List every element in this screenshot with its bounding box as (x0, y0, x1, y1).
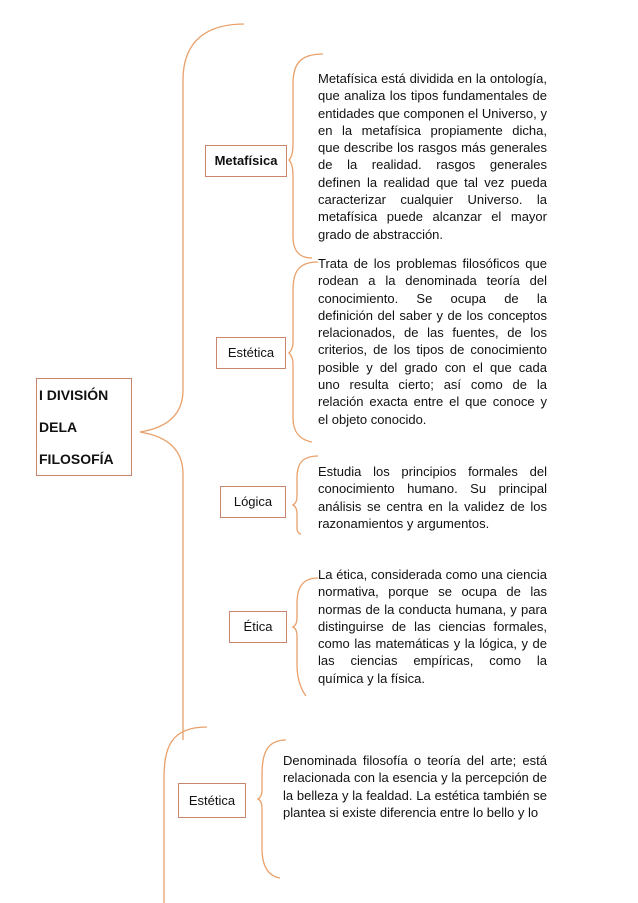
etica-brace (293, 578, 318, 696)
estetica-brace (289, 262, 318, 442)
root-line-2: DELA (39, 419, 78, 435)
branch-metafisica: Metafísica (205, 145, 287, 177)
desc-estetica: Trata de los problemas filosóficos que rodean a la denominada teoría del conocimiento. Se ocupa de la definición del saber y de los conceptos relacionados, de las fuentes, de los criterios, de los tipos de conocimiento posible y del grado con el que cada uno resulta cierto; así como de la relación exacta entre el que conoce y el objeto conocido. (318, 256, 547, 427)
estetica2-brace (258, 740, 286, 878)
logica-brace (293, 456, 318, 534)
branch-logica: Lógica (220, 486, 286, 518)
desc-etica: La ética, considerada como una ciencia normativa, porque se ocupa de las normas de la conducta humana, y para distinguirse de las ciencias formales, como las matemáticas y la lógica, y de las ciencias empíricas, como la química y la física. (318, 567, 547, 686)
desc-logica: Estudia los principios formales del conocimiento humano. Su principal análisis se centra en la validez de los razonamientos y argumentos. (318, 464, 547, 531)
root-line-1: I DIVISIÓN (39, 387, 109, 403)
branch-estetica: Estética (216, 337, 286, 369)
root-line-3: FILOSOFÍA (39, 451, 114, 467)
root-node (36, 378, 132, 476)
branch-etica: Ética (229, 611, 287, 643)
branch-estetica-2: Estética (178, 783, 246, 818)
desc-metafisica: Metafísica está dividida en la ontología, que analiza los tipos fundamentales de entidades que componen el Universo, y en la metafísica propiamente dicha, que describe los rasgos más generales de la realidad. rasgos generales definen la realidad que tal vez pueda caracterizar cualquier Universo. la metafísica puede alcanzar el mayor grado de abstracción. (318, 71, 547, 242)
desc-estetica-2: Denominada filosofía o teoría del arte; está relacionada con la esencia y la percepción de la belleza y la fealdad. La estética también se plantea si existe diferencia entre lo bello y lo (283, 753, 547, 820)
